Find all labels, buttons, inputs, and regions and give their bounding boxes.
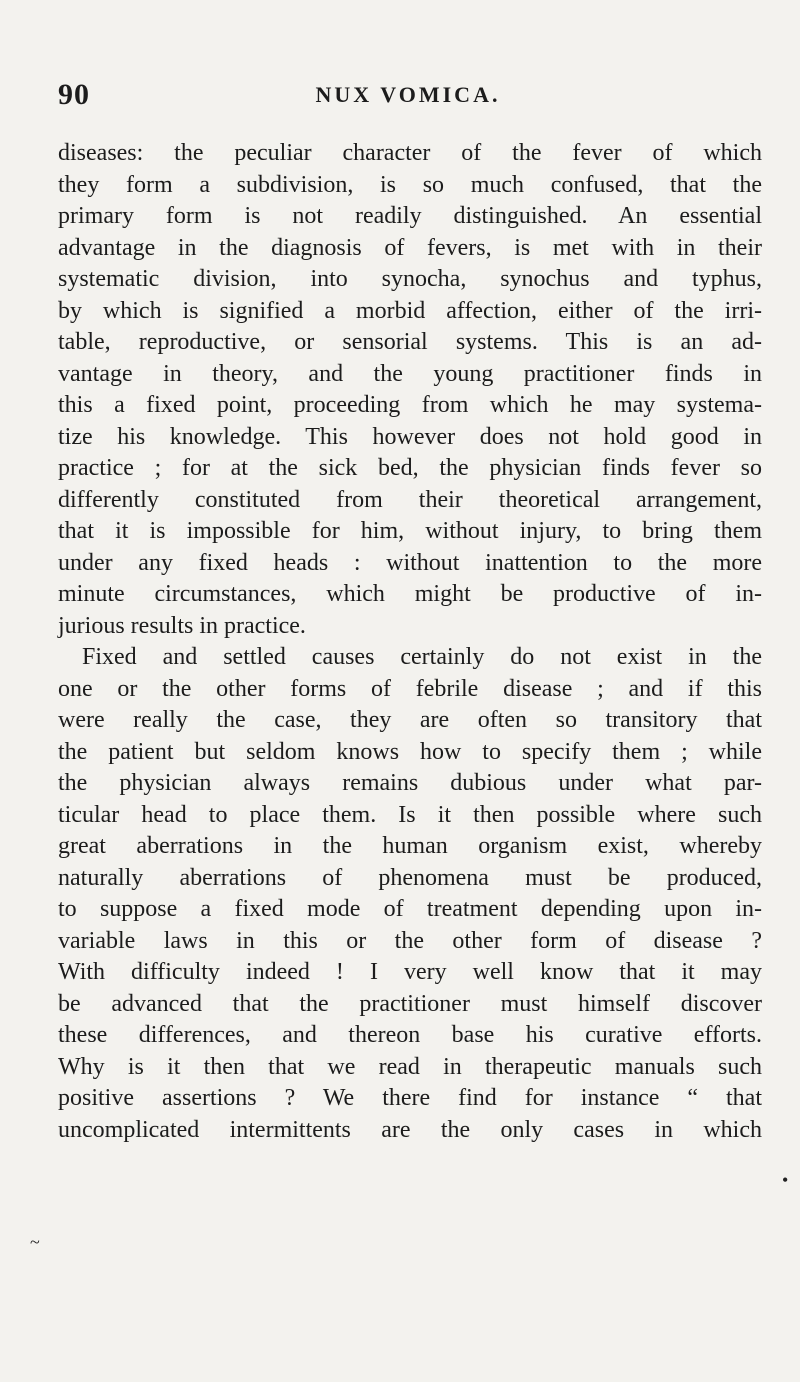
running-head <box>58 78 758 118</box>
text-line: be advanced that the practitioner must himself discover <box>58 990 762 1017</box>
margin-dash-mark: ~ <box>30 1232 40 1252</box>
text-line: the patient but seldom knows how to specify them ; while <box>58 738 762 765</box>
text-line: differently constituted from their theoretical arrangement, <box>58 486 762 513</box>
running-title: NUX VOMICA. <box>315 82 501 107</box>
text-line: vantage in theory, and the young practitioner finds in <box>58 360 762 387</box>
text-line: With difficulty indeed ! I very well know that it may <box>58 959 762 985</box>
text-line: one or the other forms of febrile disease ; and if this <box>58 675 762 702</box>
text-line: minute circumstances, which might be productive of in- <box>58 581 762 607</box>
text-line: under any fixed heads : without inattention to the more <box>58 549 762 576</box>
text-line: by which is signified a morbid affection, either of the irri- <box>58 297 762 324</box>
text-line: were really the case, they are often so transitory that <box>58 707 762 733</box>
text-line: primary form is not readily distinguished. An essential <box>58 203 762 229</box>
text-line: to suppose a fixed mode of treatment depending upon in- <box>58 896 762 922</box>
text-line: uncomplicated intermittents are the only cases in which <box>58 1116 762 1143</box>
text-line: jurious results in practice. <box>58 612 306 639</box>
text-line: positive assertions ? We there find for instance “ that <box>58 1085 762 1111</box>
body-text <box>58 138 762 1146</box>
text-line: Fixed and settled causes certainly do not exist in the <box>82 644 762 670</box>
page-number: 90 <box>58 78 90 111</box>
text-line: practice ; for at the sick bed, the physician finds fever so <box>58 455 762 481</box>
text-line: the physician always remains dubious under what par- <box>58 770 762 796</box>
text-line: table, reproductive, or sensorial systems. This is an ad- <box>58 329 762 355</box>
text-line: this a fixed point, proceeding from which he may systema- <box>58 392 762 418</box>
margin-dot-mark: • <box>782 1170 789 1190</box>
text-line: naturally aberrations of phenomena must be produced, <box>58 864 762 891</box>
text-line: diseases: the peculiar character of the fever of which <box>58 140 762 166</box>
text-line: that it is impossible for him, without injury, to bring them <box>58 518 762 544</box>
text-line: these differences, and thereon base his curative efforts. <box>58 1022 762 1048</box>
text-line: great aberrations in the human organism exist, whereby <box>58 833 762 859</box>
text-line: systematic division, into synocha, synochus and typhus, <box>58 266 762 292</box>
text-line: variable laws in this or the other form of disease ? <box>58 927 762 954</box>
text-line: they form a subdivision, is so much confused, that the <box>58 171 762 198</box>
text-line: ticular head to place them. Is it then possible where such <box>58 801 762 828</box>
text-line: tize his knowledge. This however does not hold good in <box>58 423 762 450</box>
text-line: Why is it then that we read in therapeutic manuals such <box>58 1053 762 1080</box>
text-line: advantage in the diagnosis of fevers, is met with in their <box>58 234 762 261</box>
